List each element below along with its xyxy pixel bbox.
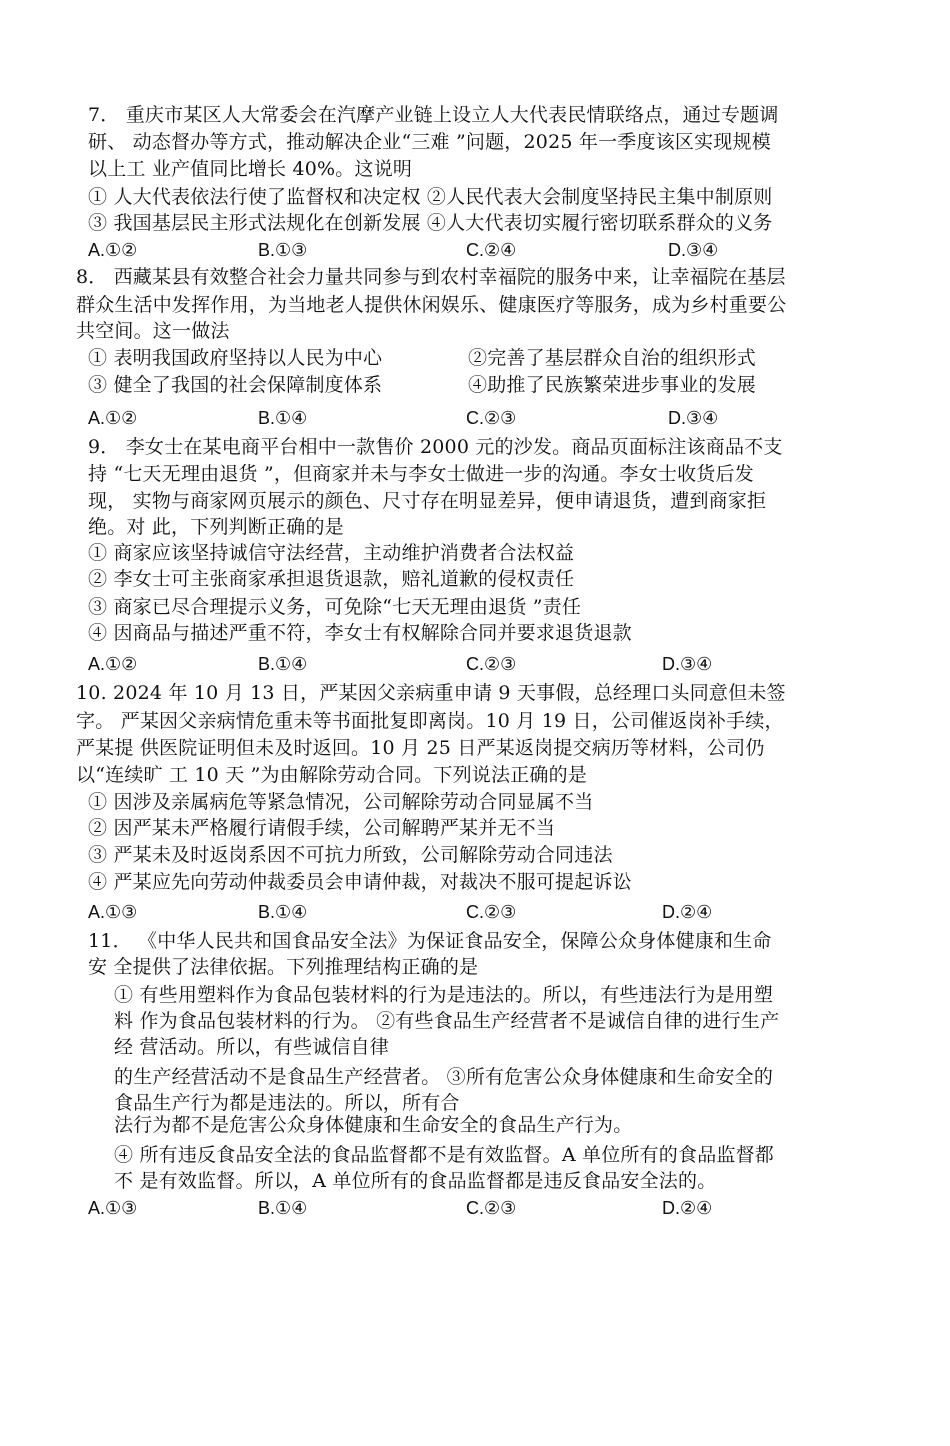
q9-statement-2: ② 李女士可主张商家承担退货退款，赔礼道歉的侵权责任 bbox=[88, 568, 575, 590]
q8-option-a: A.①② bbox=[88, 408, 138, 428]
q7-option-b: B.①③ bbox=[258, 240, 308, 260]
q8-option-d: D.③④ bbox=[668, 408, 719, 428]
q10-option-a: A.①③ bbox=[88, 902, 138, 922]
q8-stem-line-1: 8． 西藏某县有效整合社会力量共同参与到农村幸福院的服务中来，让幸福院在基层 bbox=[76, 266, 786, 288]
q11-option-d: D.②④ bbox=[662, 1198, 713, 1218]
q8-option-b: B.①④ bbox=[258, 408, 308, 428]
q11-statement-2-line-2: 的生产经营活动不是食品生产经营者。 ③所有危害公众身体健康和生命安全的 bbox=[114, 1066, 774, 1088]
q9-option-b: B.①④ bbox=[258, 654, 308, 674]
q7-option-c: C.②④ bbox=[466, 240, 517, 260]
q7-stem-line-3: 以上工 业产值同比增长 40%。这说明 bbox=[88, 158, 413, 180]
q10-statement-2: ② 因严某未严格履行请假手续，公司解聘严某并无不当 bbox=[88, 817, 556, 839]
q11-statement-2-line-1: 经 营活动。所以，有些诚信自律 bbox=[114, 1036, 390, 1058]
q7-stem-line-2: 研、 动态督办等方式，推动解决企业“三难 ”问题，2025 年一季度该区实现规模 bbox=[88, 131, 771, 153]
q8-statement-2: ②完善了基层群众自治的组织形式 bbox=[468, 347, 757, 369]
q7-stem-line-1: 7． 重庆市某区人大常委会在汽摩产业链上设立人大代表民情联络点，通过专题调 bbox=[88, 104, 779, 126]
q11-stem-line-2: 安 全提供了法律依据。下列推理结构正确的是 bbox=[88, 956, 479, 978]
q9-stem-line-3: 现， 实物与商家网页展示的颜色、尺寸存在明显差异，便申请退货，遭到商家拒 bbox=[88, 490, 767, 512]
q11-statement-1-line-1: ① 有些用塑料作为食品包装材料的行为是违法的。所以，有些违法行为是用塑 bbox=[114, 984, 774, 1006]
q8-statement-3: ③ 健全了我国的社会保障制度体系 bbox=[88, 374, 383, 396]
q11-option-a: A.①③ bbox=[88, 1198, 138, 1218]
q9-stem-line-2: 持 “七天无理由退货 ”，但商家并未与李女士做进一步的沟通。李女士收货后发 bbox=[88, 463, 754, 485]
q7-statement-1-2: ① 人大代表依法行使了监督权和决定权 ②人民代表大会制度坚持民主集中制原则 bbox=[88, 186, 773, 208]
q10-statement-4: ④ 严某应先向劳动仲裁委员会申请仲裁，对裁决不服可提起诉讼 bbox=[88, 871, 632, 893]
q10-statement-1: ① 因涉及亲属病危等紧急情况，公司解除劳动合同显属不当 bbox=[88, 791, 594, 813]
q11-option-c: C.②③ bbox=[466, 1198, 517, 1218]
q11-statement-1-line-2: 料 作为食品包装材料的行为。 ②有些食品生产经营者不是诚信自律的进行生产 bbox=[114, 1010, 780, 1032]
q9-option-c: C.②③ bbox=[466, 654, 517, 674]
q10-stem-line-2: 字。 严某因父亲病情危重未等书面批复即离岗。10 月 19 日，公司催返岗补手续， bbox=[76, 710, 784, 732]
q8-stem-line-2: 群众生活中发挥作用，为当地老人提供休闲娱乐、健康医疗等服务，成为乡村重要公 bbox=[76, 294, 787, 316]
q9-option-a: A.①② bbox=[88, 654, 138, 674]
q9-statement-4: ④ 因商品与描述严重不符，李女士有权解除合同并要求退货退款 bbox=[88, 622, 632, 644]
q9-stem-line-4: 绝。对 此，下列判断正确的是 bbox=[88, 516, 344, 538]
q8-statement-4: ④助推了民族繁荣进步事业的发展 bbox=[468, 374, 757, 396]
q11-statement-4-line-2: 不 是有效监督。所以，A 单位所有的食品监督都是违反食品安全法的。 bbox=[114, 1170, 717, 1192]
q10-stem-line-3: 严某提 供医院证明但未及时返回。10 月 25 日严某返岗提交病历等材料，公司仍 bbox=[76, 737, 765, 759]
q11-statement-3-line-2: 法行为都不是危害公众身体健康和生命安全的食品生产行为。 bbox=[114, 1114, 633, 1136]
q10-stem-line-4: 以“连续旷 工 10 天 ”为由解除劳动合同。下列说法正确的是 bbox=[76, 764, 587, 786]
q8-option-c: C.②③ bbox=[466, 408, 517, 428]
q9-statement-3: ③ 商家已尽合理提示义务，可免除“七天无理由退货 ”责任 bbox=[88, 596, 582, 618]
q10-statement-3: ③ 严某未及时返岗系因不可抗力所致，公司解除劳动合同违法 bbox=[88, 844, 613, 866]
q10-option-d: D.②④ bbox=[662, 902, 713, 922]
q9-stem-line-1: 9． 李女士在某电商平台相中一款售价 2000 元的沙发。商品页面标注该商品不支 bbox=[88, 436, 783, 458]
q11-option-b: B.①④ bbox=[258, 1198, 308, 1218]
q10-stem-line-1: 10. 2024 年 10 月 13 日，严某因父亲病重申请 9 天事假，总经理口头同意但未签 bbox=[76, 682, 786, 704]
q7-option-a: A.①② bbox=[88, 240, 138, 260]
q9-statement-1: ① 商家应该坚持诚信守法经营，主动维护消费者合法权益 bbox=[88, 542, 575, 564]
q8-statement-1: ① 表明我国政府坚持以人民为中心 bbox=[88, 347, 383, 369]
q10-option-b: B.①④ bbox=[258, 902, 308, 922]
q8-stem-line-3: 共空间。这一做法 bbox=[76, 320, 230, 342]
q11-stem-line-1: 11． 《中华人民共和国食品安全法》为保证食品安全，保障公众身体健康和生命 bbox=[88, 930, 772, 952]
q11-statement-3-line-1: 食品生产行为都是违法的。所以，所有合 bbox=[114, 1092, 460, 1114]
q7-option-d: D.③④ bbox=[668, 240, 719, 260]
q11-statement-4-line-1: ④ 所有违反食品安全法的食品监督都不是有效监督。A 单位所有的食品监督都 bbox=[114, 1144, 775, 1166]
q9-option-d: D.③④ bbox=[662, 654, 713, 674]
q10-option-c: C.②③ bbox=[466, 902, 517, 922]
q7-statement-3-4: ③ 我国基层民主形式法规化在创新发展 ④人大代表切实履行密切联系群众的义务 bbox=[88, 212, 773, 234]
